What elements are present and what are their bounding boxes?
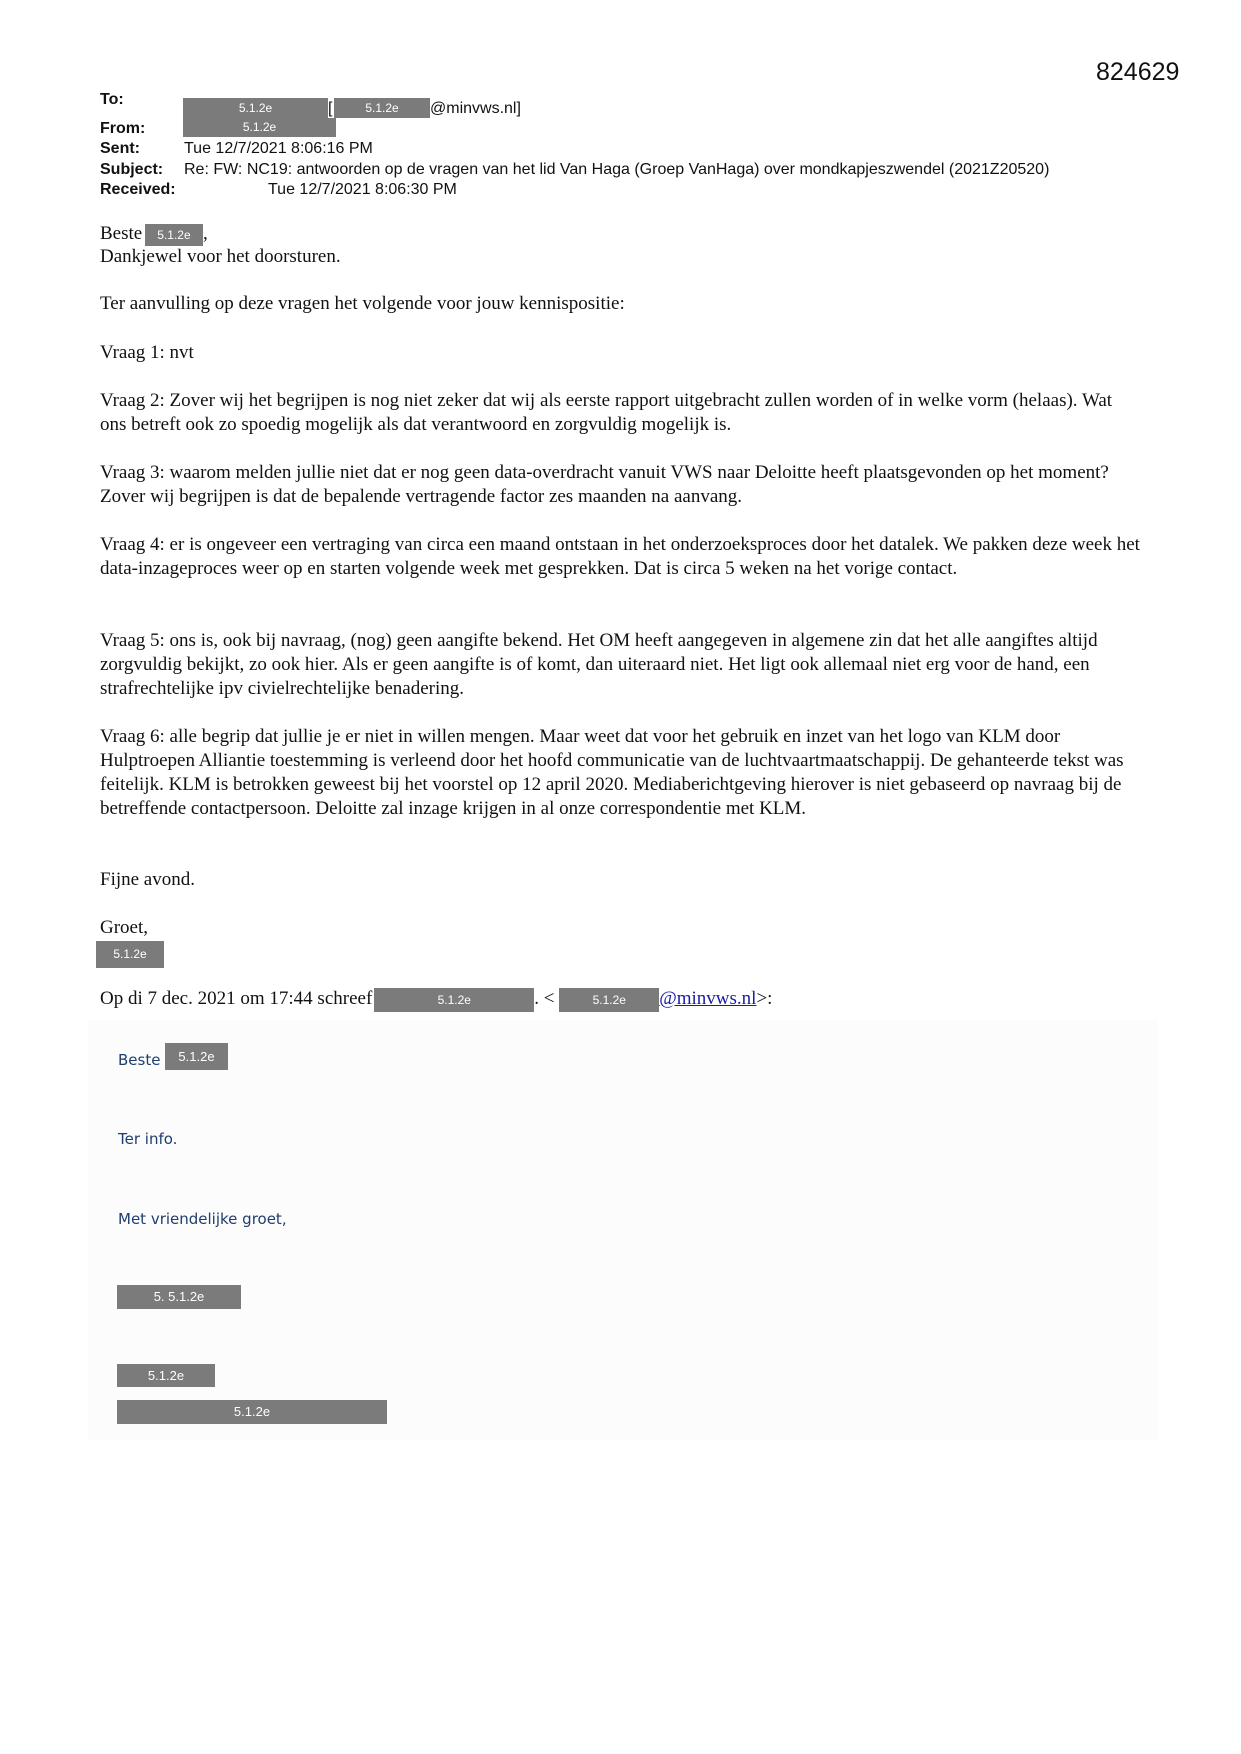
quoted-info-text: Ter info.	[118, 1130, 178, 1148]
quoted-message-block	[88, 1020, 1158, 1440]
quoted-signature-redaction-2: 5.1.2e	[117, 1364, 215, 1387]
question-4: Vraag 4: er is ongeveer een vertraging van circa een maand ontstaan in het onderzoeksproces door het datalek. We pakken deze week het data-inzageproces weer op en starten volgende week met gesprekken. Dat is circa 5 weken na het vorige contact.	[100, 534, 1140, 579]
to-label: To:	[100, 91, 124, 108]
question-1: Vraag 1: nvt	[100, 342, 194, 363]
to-redaction-2: 5.1.2e	[334, 98, 430, 118]
greeting-comma: ,	[202, 223, 208, 244]
to-redaction-1: 5.1.2e	[183, 98, 328, 118]
to-bracket: [	[328, 100, 333, 117]
from-row	[100, 119, 145, 138]
subject-value: Re: FW: NC19: antwoorden op de vragen van het lid Van Haga (Groep VanHaga) over mondkapjeszwendel (2021Z20520)	[184, 161, 1050, 178]
greeting-word: Beste	[100, 223, 143, 244]
question-3: Vraag 3: waarom melden jullie niet dat er nog geen data-overdracht vanuit VWS naar Deloitte heeft plaatsgevonden op het moment? Zover wij begrijpen is dat de bepalende vertragende factor zes maanden na aanvang.	[100, 462, 1109, 507]
sent-row	[100, 139, 140, 158]
quote-suffix: >:	[756, 988, 773, 1009]
quoted-signature-redaction-3: 5.1.2e	[117, 1400, 387, 1424]
document-number: 824629	[1096, 58, 1180, 86]
sent-label: Sent:	[100, 140, 140, 157]
quoted-signature-redaction-1: 5. 5.1.2e	[117, 1285, 241, 1309]
quote-middle: . <	[534, 988, 555, 1009]
closing-text: Fijne avond.	[100, 869, 195, 890]
question-6: Vraag 6: alle begrip dat jullie je er niet in willen mengen. Maar weet dat voor het gebruik en inzet van het logo van KLM door Hulptroepen Alliantie toestemming is verleend door het hoofd communicatie van de luchtvaartmaatschappij. De gehanteerde tekst was feitelijk. KLM is betrokken geweest bij het voorstel op 12 april 2020. Mediaberichtgeving hierover is niet gebaseerd op navraag bij de betreffende contactpersoon. Deloitte zal inzage krijgen in al onze correspondentie met KLM.	[100, 726, 1124, 819]
greeting-redaction: 5.1.2e	[145, 224, 203, 246]
question-2: Vraag 2: Zover wij het begrijpen is nog niet zeker dat wij als eerste rapport uitgebracht zullen worden of in welke vorm (helaas). Wat ons betreft ook zo spoedig mogelijk als dat verantwoord en zorgvuldig mogelijk is.	[100, 390, 1113, 435]
greeting-line	[100, 222, 1140, 246]
quote-redaction-1: 5.1.2e	[374, 988, 534, 1012]
subject-label: Subject:	[100, 161, 164, 178]
received-label: Received:	[100, 181, 176, 198]
from-label: From:	[100, 120, 146, 137]
quoted-regards-text: Met vriendelijke groet,	[118, 1210, 287, 1228]
received-row	[100, 180, 176, 199]
to-row	[100, 90, 124, 109]
received-value: Tue 12/7/2021 8:06:30 PM	[268, 181, 457, 198]
quoted-greeting	[118, 1051, 160, 1069]
thanks-text: Dankjewel voor het doorsturen.	[100, 246, 341, 267]
intro-text: Ter aanvulling op deze vragen het volgende voor jouw kennispositie:	[100, 293, 625, 314]
to-domain: @minvws.nl]	[430, 100, 521, 117]
quote-redaction-2: 5.1.2e	[559, 988, 659, 1012]
question-5: Vraag 5: ons is, ook bij navraag, (nog) geen aangifte bekend. Het OM heeft aangegeven in algemene zin dat het alle aangiftes altijd zorgvuldig bekijkt, zo ook hier. Als er geen aangifte is of komt, dan uiteraard niet. Het ligt ook allemaal niet erg voor de hand, een strafrechtelijke ipv civielrechtelijke benadering.	[100, 630, 1098, 699]
quoted-greeting-word: Beste	[118, 1051, 161, 1069]
sent-value: Tue 12/7/2021 8:06:16 PM	[184, 140, 373, 157]
subject-row	[100, 160, 163, 179]
quote-line	[100, 987, 1140, 1012]
quoted-greeting-redaction: 5.1.2e	[165, 1043, 228, 1070]
quote-prefix: Op di 7 dec. 2021 om 17:44 schreef	[100, 988, 373, 1009]
regards-text: Groet,	[100, 917, 149, 938]
quote-email-link[interactable]: @minvws.nl	[659, 988, 757, 1009]
from-redaction: 5.1.2e	[183, 118, 336, 137]
signature-redaction: 5.1.2e	[96, 941, 164, 968]
